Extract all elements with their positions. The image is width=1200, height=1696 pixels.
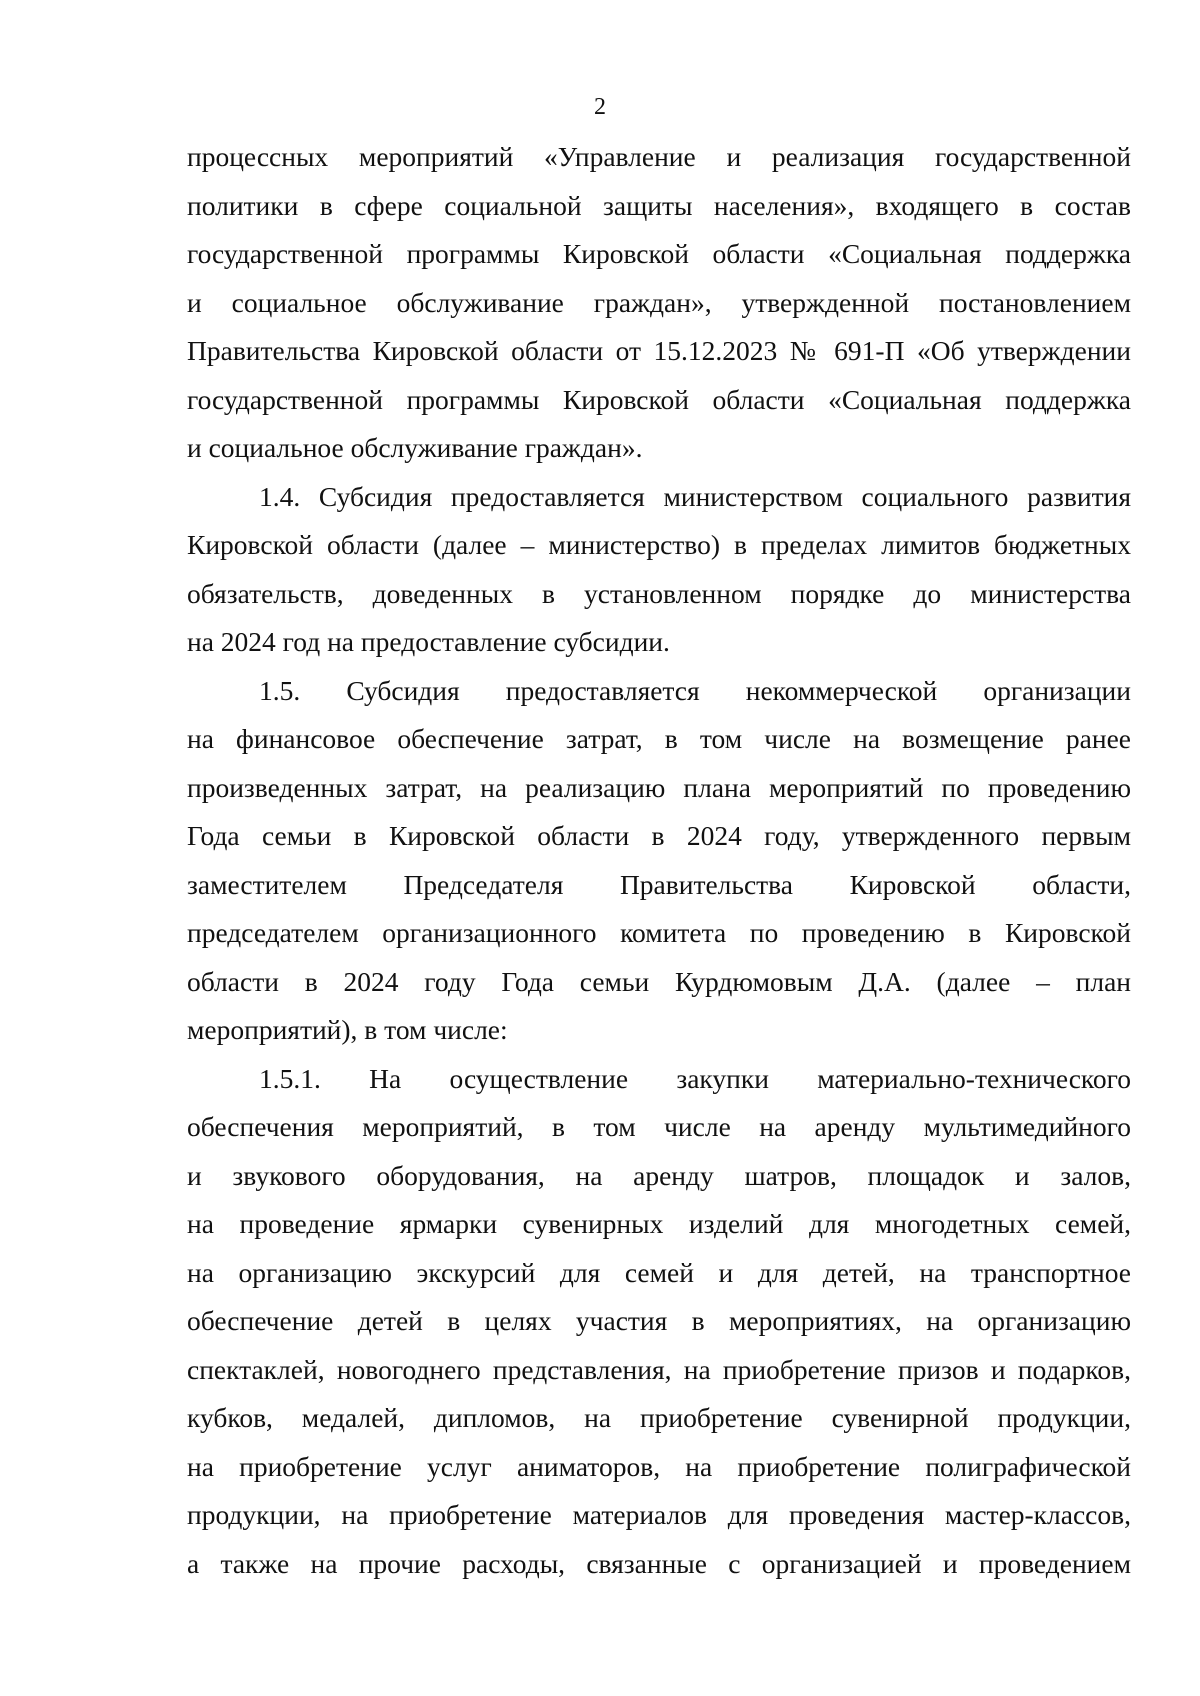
text-line: мероприятий), в том числе:: [187, 1014, 508, 1045]
text-line: и звукового оборудования, на аренду шатров, площадок и залов,: [187, 1159, 1131, 1191]
text-line: обеспечение детей в целях участия в мероприятиях, на организацию: [187, 1305, 1131, 1336]
text-line: председателем организационного комитета по проведению в Кировской: [187, 917, 1131, 948]
text-line: на финансовое обеспечение затрат, в том числе на возмещение ранее: [187, 723, 1131, 754]
text-line: на проведение ярмарки сувенирных изделий для многодетных семей,: [187, 1208, 1131, 1239]
text-line: продукции, на приобретение материалов для проведения мастер-классов,: [187, 1499, 1131, 1530]
text-line: на приобретение услуг аниматоров, на приобретение полиграфической: [187, 1450, 1131, 1482]
text-line: и социальное обслуживание граждан», утвержденной постановлением: [187, 286, 1131, 318]
text-line: области в 2024 году Года семьи Курдюмовым Д.А. (далее – план: [187, 965, 1131, 997]
text-line: кубков, медалей, дипломов, на приобретение сувенирной продукции,: [187, 1402, 1131, 1433]
text-line: заместителем Председателя Правительства Кировской области,: [187, 868, 1131, 900]
text-line: процессных мероприятий «Управление и реализация государственной: [187, 141, 1131, 172]
text-line: государственной программы Кировской области «Социальная поддержка: [187, 238, 1131, 269]
text-line: обеспечения мероприятий, в том числе на аренду мультимедийного: [187, 1111, 1131, 1142]
text-line: на организацию экскурсий для семей и для детей, на транспортное: [187, 1256, 1131, 1288]
page-number: 2: [594, 94, 606, 120]
text-line: политики в сфере социальной защиты населения», входящего в состав: [187, 189, 1131, 221]
text-line: Правительства Кировской области от 15.12.2023 № 691-П «Об утверждении: [187, 335, 1131, 366]
text-line: Кировской области (далее – министерство) в пределах лимитов бюджетных: [187, 529, 1131, 560]
paragraph-first-line: 1.5. Субсидия предоставляется некоммерческой организации: [259, 674, 1131, 706]
text-line: государственной программы Кировской области «Социальная поддержка: [187, 383, 1131, 415]
text-line: и социальное обслуживание граждан».: [187, 432, 643, 463]
text-line: обязательств, доведенных в установленном порядке до министерства: [187, 577, 1131, 609]
document-body: [187, 133, 1131, 1588]
text-line: на 2024 год на предоставление субсидии.: [187, 626, 670, 657]
text-line: произведенных затрат, на реализацию плана мероприятий по проведению: [187, 771, 1131, 803]
text-line: спектаклей, новогоднего представления, на приобретение призов и подарков,: [187, 1353, 1131, 1385]
paragraph-first-line: 1.4. Субсидия предоставляется министерством социального развития: [259, 480, 1131, 512]
paragraph-first-line: 1.5.1. На осуществление закупки материально-технического: [259, 1062, 1131, 1094]
text-line: Года семьи в Кировской области в 2024 году, утвержденного первым: [187, 820, 1131, 851]
text-line: а также на прочие расходы, связанные с организацией и проведением: [187, 1547, 1131, 1579]
